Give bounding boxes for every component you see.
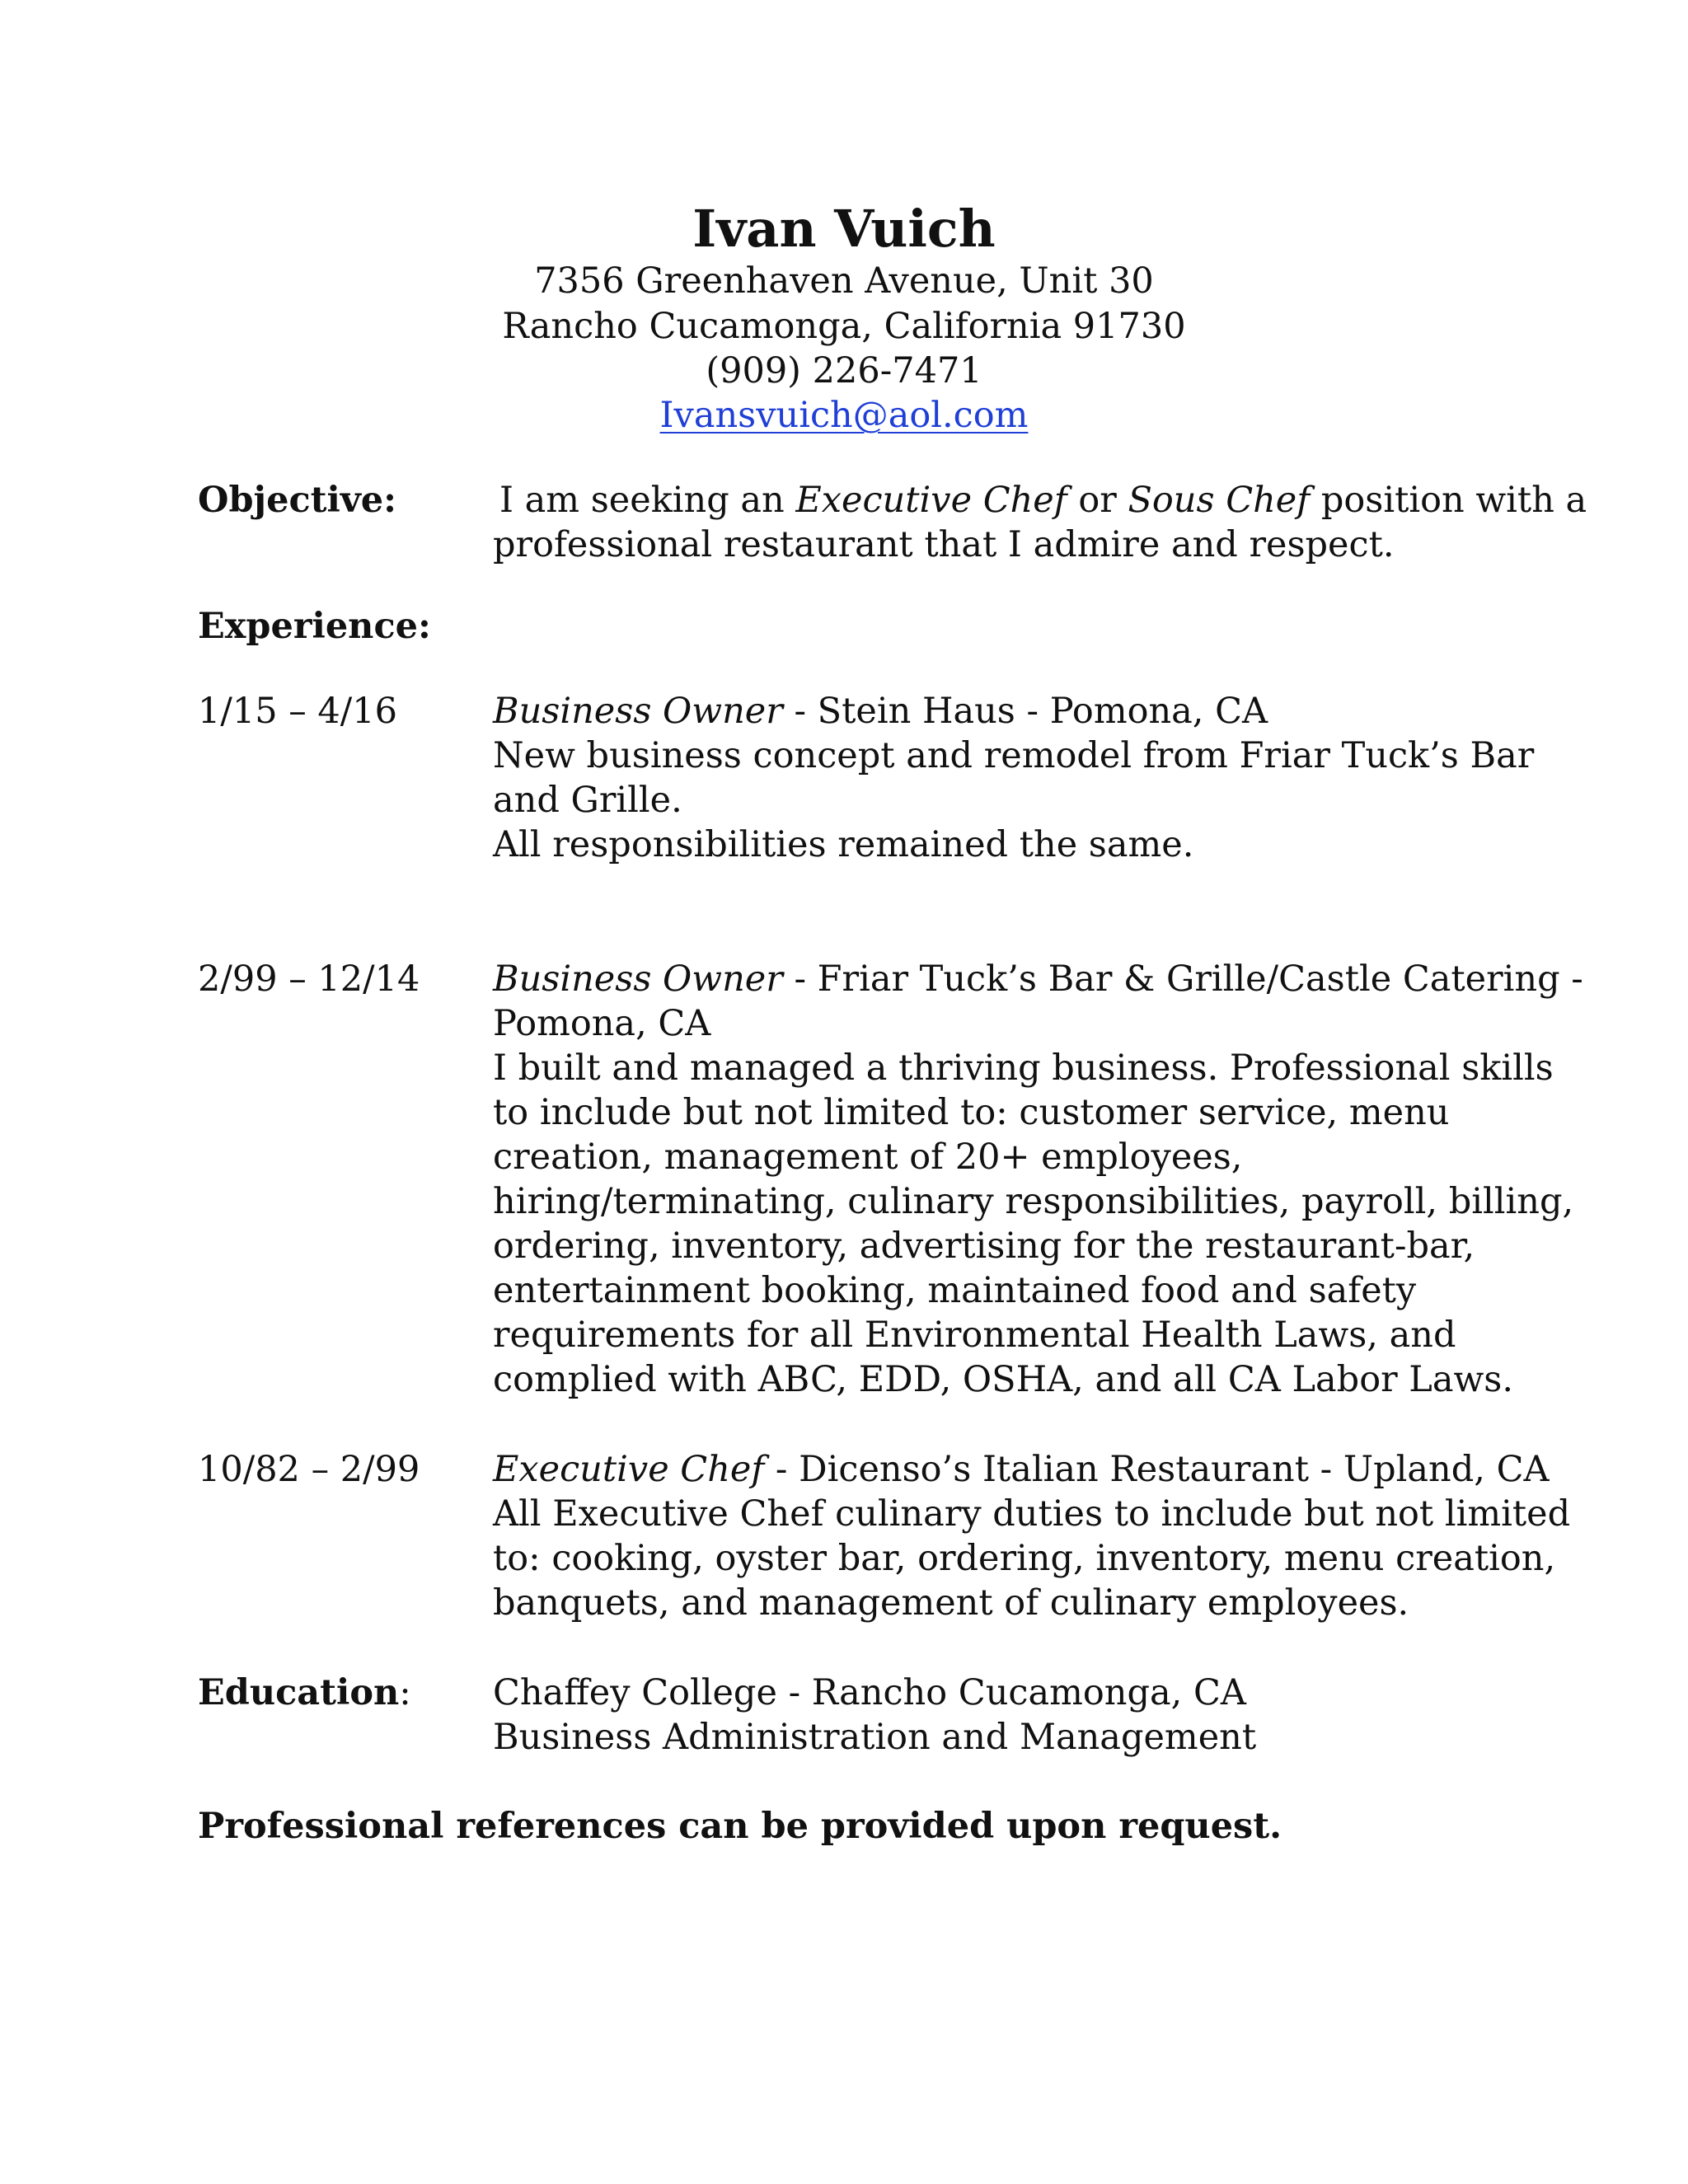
education-entry	[493, 1671, 1498, 1760]
job-dates: 10/82 – 2/99	[198, 1449, 420, 1490]
job-heading	[493, 957, 1583, 1001]
job-description-line: hiring/terminating, culinary responsibilities, payroll, billing,	[493, 1181, 1574, 1222]
job-employer: - Dicenso’s Italian Restaurant - Upland, CA	[764, 1449, 1550, 1490]
email-link[interactable]: Ivansvuich@aol.com	[659, 395, 1029, 436]
job-description-line: All responsibilities remained the same.	[493, 824, 1194, 865]
objective-role-executive-chef: Executive Chef	[795, 480, 1067, 521]
job-description-line: requirements for all Environmental Health Laws, and	[493, 1315, 1456, 1356]
job-entry	[493, 957, 1583, 1402]
job-title: Business Owner	[493, 691, 783, 732]
education-label	[198, 1671, 411, 1715]
objective-label: Objective:	[198, 480, 397, 521]
objective-line-2: professional restaurant that I admire and respect.	[493, 524, 1395, 565]
job-title: Executive Chef	[493, 1449, 765, 1490]
job-description-line: complied with ABC, EDD, OSHA, and all CA Labor Laws.	[493, 1359, 1514, 1400]
job-description-line: ordering, inventory, advertising for the restaurant-bar,	[493, 1226, 1475, 1267]
job-description-line: and Grille.	[493, 780, 682, 821]
job-employer: - Friar Tuck’s Bar & Grille/Castle Catering -	[782, 958, 1583, 1000]
phone-number: (909) 226-7471	[706, 350, 982, 391]
job-dates: 2/99 – 12/14	[198, 958, 420, 1000]
job-title: Business Owner	[493, 958, 783, 1000]
references-note: Professional references can be provided upon request.	[198, 1806, 1282, 1847]
objective-text-part: position with a	[1310, 480, 1587, 521]
objective-line-1	[493, 478, 1587, 523]
job-description-line: banquets, and management of culinary employees.	[493, 1582, 1409, 1624]
job-description-line: to: cooking, oyster bar, ordering, inventory, menu creation,	[493, 1538, 1556, 1579]
objective-text	[493, 478, 1587, 567]
job-dates: 1/15 – 4/16	[198, 691, 397, 732]
objective-text-part: I am seeking an	[499, 480, 796, 521]
address-line-2: Rancho Cucamonga, California 91730	[502, 306, 1186, 347]
job-description-line: Pomona, CA	[493, 1003, 711, 1044]
job-description-line: I built and managed a thriving business. Professional skills	[493, 1047, 1554, 1089]
job-employer: - Stein Haus - Pomona, CA	[782, 691, 1268, 732]
email-row	[0, 393, 1688, 438]
education-line: Chaffey College - Rancho Cucamonga, CA	[493, 1672, 1246, 1713]
job-description-line: entertainment booking, maintained food and safety	[493, 1270, 1417, 1311]
education-line: Business Administration and Management	[493, 1717, 1257, 1758]
job-heading	[493, 1447, 1550, 1492]
objective-text-part: or	[1067, 480, 1128, 521]
job-entry	[493, 689, 1535, 867]
education-label-colon: :	[399, 1672, 411, 1713]
job-description-line: creation, management of 20+ employees,	[493, 1137, 1243, 1178]
education-label-text: Education	[198, 1672, 400, 1713]
job-description-line: All Executive Chef culinary duties to include but not limited	[493, 1493, 1571, 1535]
objective-role-sous-chef: Sous Chef	[1128, 480, 1311, 521]
address-line-1: 7356 Greenhaven Avenue, Unit 30	[534, 260, 1154, 302]
job-entry	[493, 1447, 1571, 1625]
job-heading	[493, 689, 1498, 733]
experience-label: Experience:	[198, 606, 431, 647]
job-description-line: to include but not limited to: customer service, menu	[493, 1092, 1450, 1133]
job-description-line: New business concept and remodel from Friar Tuck’s Bar	[493, 735, 1535, 776]
candidate-name: Ivan Vuich	[692, 199, 996, 259]
